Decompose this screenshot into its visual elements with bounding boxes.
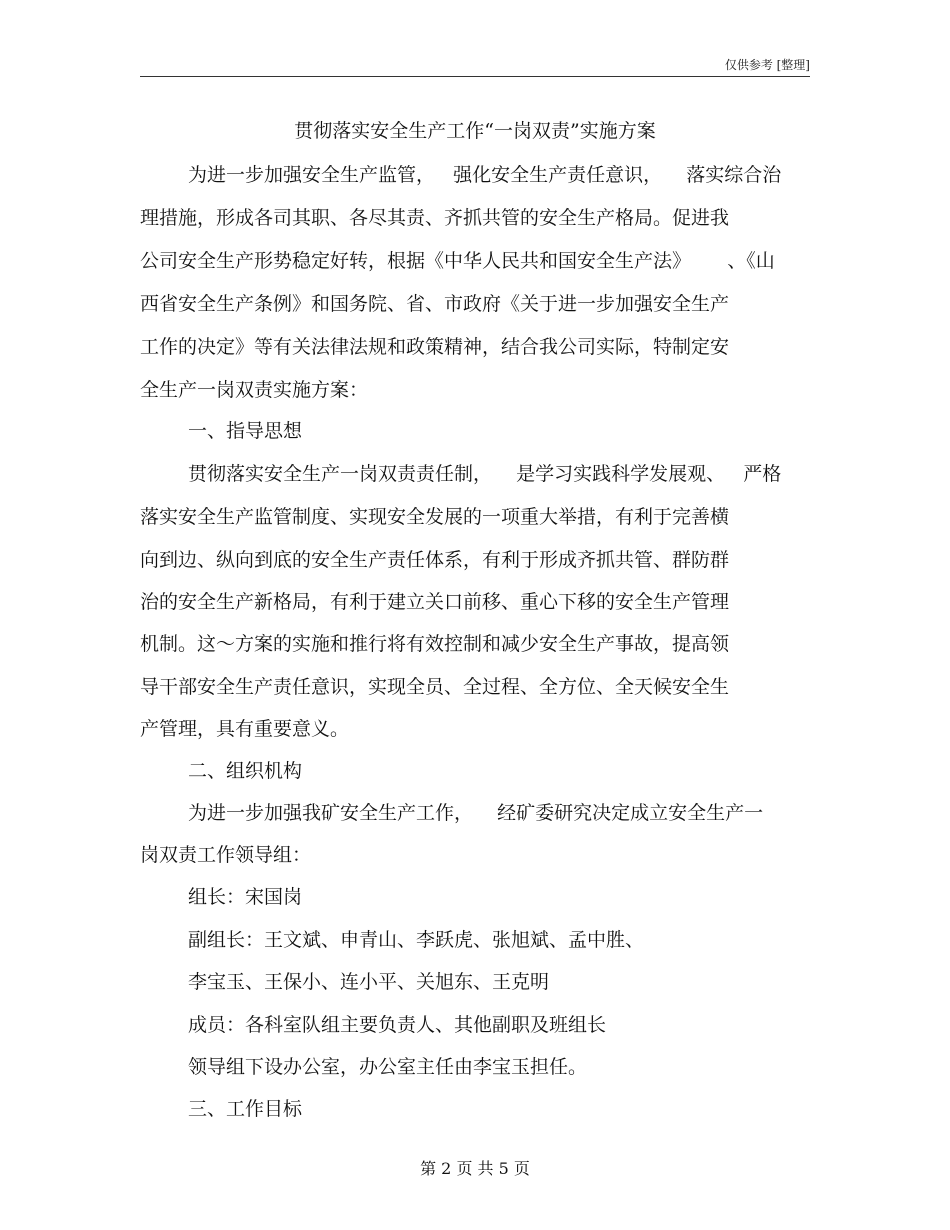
body-line: 向到边、纵向到底的安全生产责任体系，有利于形成齐抓共管、群防群	[140, 549, 730, 571]
section-heading: 三、工作目标	[188, 1098, 303, 1120]
body-line: 机制。这～方案的实施和推行将有效控制和减少安全生产事故，提高领	[140, 633, 730, 655]
section-heading: 一、指导思想	[188, 420, 303, 442]
body-line: 组长：宋国岗	[188, 886, 303, 908]
body-line: 导干部安全生产责任意识，实现全员、全过程、全方位、全天候安全生	[140, 676, 730, 698]
header-divider	[140, 76, 810, 77]
body-line: 理措施，形成各司其职、各尽其责、齐抓共管的安全生产格局。促进我	[140, 207, 730, 229]
page-number: 第 2 页 共 5 页	[420, 1159, 530, 1178]
body-line: 李宝玉、王保小、连小平、关旭东、王克明	[188, 971, 550, 993]
body-line: 为进一步加强我矿安全生产工作， 经矿委研究决定成立安全生产一	[188, 802, 764, 824]
body-line: 为进一步加强安全生产监管， 强化安全生产责任意识， 落实综合治	[188, 164, 782, 186]
body-line: 全生产一岗双责实施方案：	[140, 379, 369, 401]
body-line: 工作的决定》等有关法律法规和政策精神，结合我公司实际，特制定安	[140, 336, 730, 358]
body-line: 落实安全生产监管制度、实现安全发展的一项重大举措，有利于完善横	[140, 506, 730, 528]
body-line: 西省安全生产条例》和国务院、省、市政府《关于进一步加强安全生产	[140, 293, 730, 315]
section-heading: 二、组织机构	[188, 760, 303, 782]
body-line: 岗双责工作领导组：	[140, 844, 312, 866]
document-title: 贯彻落实安全生产工作“一岗双责”实施方案	[294, 120, 656, 142]
body-line: 治的安全生产新格局，有利于建立关口前移、重心下移的安全生产管理	[140, 591, 730, 613]
header-note: 仅供参考 [整理]	[724, 58, 810, 72]
body-line: 产管理，具有重要意义。	[140, 718, 350, 740]
body-line: 领导组下设办公室，办公室主任由李宝玉担任。	[188, 1056, 588, 1078]
body-line: 公司安全生产形势稳定好转，根据《中华人民共和国安全生产法》 、《山	[140, 250, 775, 272]
body-line: 副组长：王文斌、申青山、李跃虎、张旭斌、孟中胜、	[188, 929, 645, 951]
body-line: 贯彻落实安全生产一岗双责责任制， 是学习实践科学发展观、 严格	[188, 463, 782, 485]
body-line: 成员：各科室队组主要负责人、其他副职及班组长	[188, 1014, 607, 1036]
